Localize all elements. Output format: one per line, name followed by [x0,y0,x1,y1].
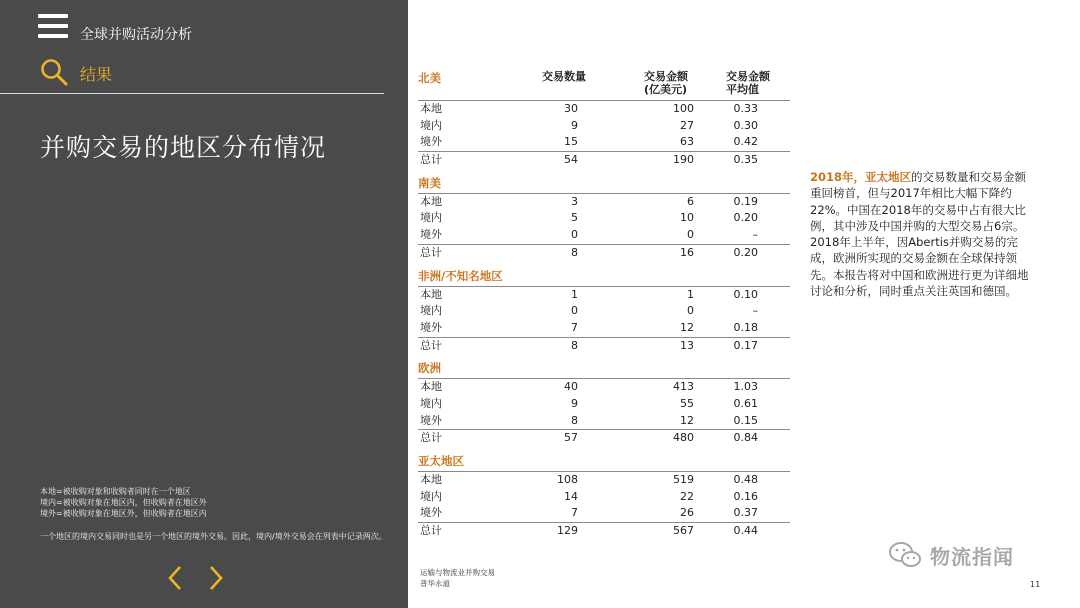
table-row [418,303,792,320]
deal-count: 40 [564,380,578,394]
page-title: 并购交易的地区分布情况 [40,133,327,162]
row-label: 本地 [420,380,442,394]
row-label: 境内 [420,304,442,318]
deal-count: 7 [571,506,578,520]
table-row [418,489,792,506]
deal-average: 0.84 [733,431,758,445]
section-title: 南美 [418,175,441,190]
row-label: 境内 [420,489,442,503]
row-label: 境外 [420,135,442,149]
deal-count: 57 [564,431,578,445]
deal-amount: 27 [680,118,694,132]
deal-average: – [752,304,758,318]
app-title: 全球并购活动分析 [80,27,192,43]
deal-amount: 6 [687,194,694,208]
page-number: 11 [1030,580,1041,589]
deal-average: 0.33 [733,102,758,115]
deal-count: 3 [571,194,578,208]
deal-count: 108 [557,473,578,486]
row-label: 本地 [420,473,442,486]
deal-average: 0.10 [733,287,758,301]
deal-amount: 55 [680,396,694,410]
search-icon[interactable] [40,58,68,86]
deal-count: 7 [571,320,578,334]
row-label: 总计 [420,338,442,352]
section-title: 亚太地区 [418,454,464,468]
watermark-text: 物流指闻 [930,544,1014,569]
deal-amount: 12 [680,320,694,334]
deal-count: 9 [571,118,578,132]
table-header [418,70,792,100]
row-label: 总计 [420,524,442,538]
legend-line: 境外=被收购对象在地区外，但收购者在地区内 [40,509,207,518]
section-title: 北美 [418,71,441,85]
deal-count: 14 [564,489,578,503]
deal-average: 0.15 [733,413,758,427]
table-section [418,100,792,169]
deal-average: 0.20 [733,245,758,259]
deal-amount: 12 [680,413,694,427]
header-average: 交易金额 平均值 [726,70,770,96]
deal-average: 0.30 [733,118,758,132]
row-label: 境内 [420,118,442,132]
table-row [418,430,792,447]
row-label: 境外 [420,320,442,334]
deal-count: 0 [571,228,578,242]
table-row [418,118,792,135]
deal-amount: 0 [687,304,694,318]
row-label: 本地 [420,287,442,301]
table-row [418,472,792,489]
deal-amount: 519 [673,473,694,486]
table-section [418,360,792,447]
deal-count: 129 [557,524,578,538]
table-row [418,523,792,540]
deal-amount: 10 [680,211,694,225]
highlight-region: 亚太地区 [865,170,912,184]
row-label: 本地 [420,194,442,208]
deal-amount: 190 [673,153,694,167]
deal-average: 0.48 [733,473,758,486]
row-label: 境外 [420,413,442,427]
commentary-text [810,169,1036,299]
deal-amount: 22 [680,489,694,503]
regional-deals-table [418,70,792,540]
legend-notes [40,486,400,542]
row-label: 总计 [420,245,442,259]
deal-average: 1.03 [733,380,758,394]
deal-count: 30 [564,102,578,115]
row-label: 总计 [420,431,442,445]
deal-amount: 567 [673,524,694,538]
header-amount: 交易金额 (亿美元) [644,70,688,96]
table-row [418,287,792,304]
deal-amount: 26 [680,506,694,520]
table-row [418,338,792,355]
legend-note: 一个地区的境内交易同时也是另一个地区的境外交易。因此，境内/境外交易会在列表中记录两次。 [40,532,387,541]
deal-count: 9 [571,396,578,410]
table-section [418,268,792,355]
footer [420,567,495,589]
deal-average: 0.16 [733,489,758,503]
deal-average: 0.61 [733,396,758,410]
deal-amount: 100 [673,102,694,115]
row-label: 境内 [420,211,442,225]
deal-average: 0.37 [733,506,758,520]
table-section [418,175,792,262]
table-row [418,194,792,211]
table-row [418,379,792,396]
section-title: 非洲/不知名地区 [418,268,503,283]
chevron-right-icon[interactable] [206,565,226,591]
table-row [418,210,792,227]
deal-average: 0.42 [733,135,758,149]
deal-amount: 480 [673,431,694,445]
row-label: 境外 [420,506,442,520]
deal-average: 0.20 [733,211,758,225]
deal-count: 8 [571,338,578,352]
deal-average: – [752,228,758,242]
footer-company: 普华永道 [420,579,450,588]
deal-average: 0.17 [733,338,758,352]
table-row [418,152,792,169]
menu-icon[interactable] [38,14,68,38]
deal-amount: 13 [680,338,694,352]
section-label: 结果 [80,65,113,84]
table-section [418,453,792,540]
deal-average: 0.19 [733,194,758,208]
section-title: 欧洲 [418,361,441,376]
deal-count: 8 [571,413,578,427]
row-label: 总计 [420,153,442,167]
header-count: 交易数量 [542,70,586,83]
deal-count: 0 [571,304,578,318]
divider [0,93,384,94]
deal-amount: 16 [680,245,694,259]
table-row [418,101,792,118]
table-row [418,320,792,337]
commentary-body: 的交易数量和交易金额重回榜首，但与2017年相比大幅下降约22%。中国在2018年的交易中占有很大比例，其中涉及中国并购的大型交易占6宗。2018年上半年，因Abertis并购交易的完成，欧洲所实现的交易金额在全球保持领先。本报告将对中国和欧洲进行更为详细地讨论和分析，同时重点关注英国和德国。 [810,170,1029,299]
row-label: 境外 [420,228,442,242]
deal-count: 5 [571,211,578,225]
row-label: 境内 [420,396,442,410]
deal-amount: 0 [687,228,694,242]
deal-count: 54 [564,153,578,167]
deal-amount: 63 [680,135,694,149]
legend-line: 境内=被收购对象在地区内，但收购者在地区外 [40,498,207,507]
highlight-year: 2018年， [810,170,866,184]
table-row [418,413,792,430]
table-row [418,505,792,522]
row-label: 本地 [420,102,442,115]
deal-count: 8 [571,245,578,259]
wechat-icon [888,540,922,570]
deal-count: 1 [571,287,578,301]
watermark [888,540,1014,570]
table-row [418,227,792,244]
deal-average: 0.44 [733,524,758,538]
deal-average: 0.18 [733,320,758,334]
legend-line: 本地=被收购对象和收购者同时在一个地区 [40,487,191,496]
deal-average: 0.35 [733,153,758,167]
footer-report-title: 运输与物流业并购交易 [420,568,495,577]
left-panel [0,0,408,608]
table-row [418,134,792,151]
chevron-left-icon[interactable] [165,565,185,591]
table-row [418,396,792,413]
deal-count: 15 [564,135,578,149]
deal-amount: 1 [687,287,694,301]
table-row [418,245,792,262]
deal-amount: 413 [673,380,694,394]
